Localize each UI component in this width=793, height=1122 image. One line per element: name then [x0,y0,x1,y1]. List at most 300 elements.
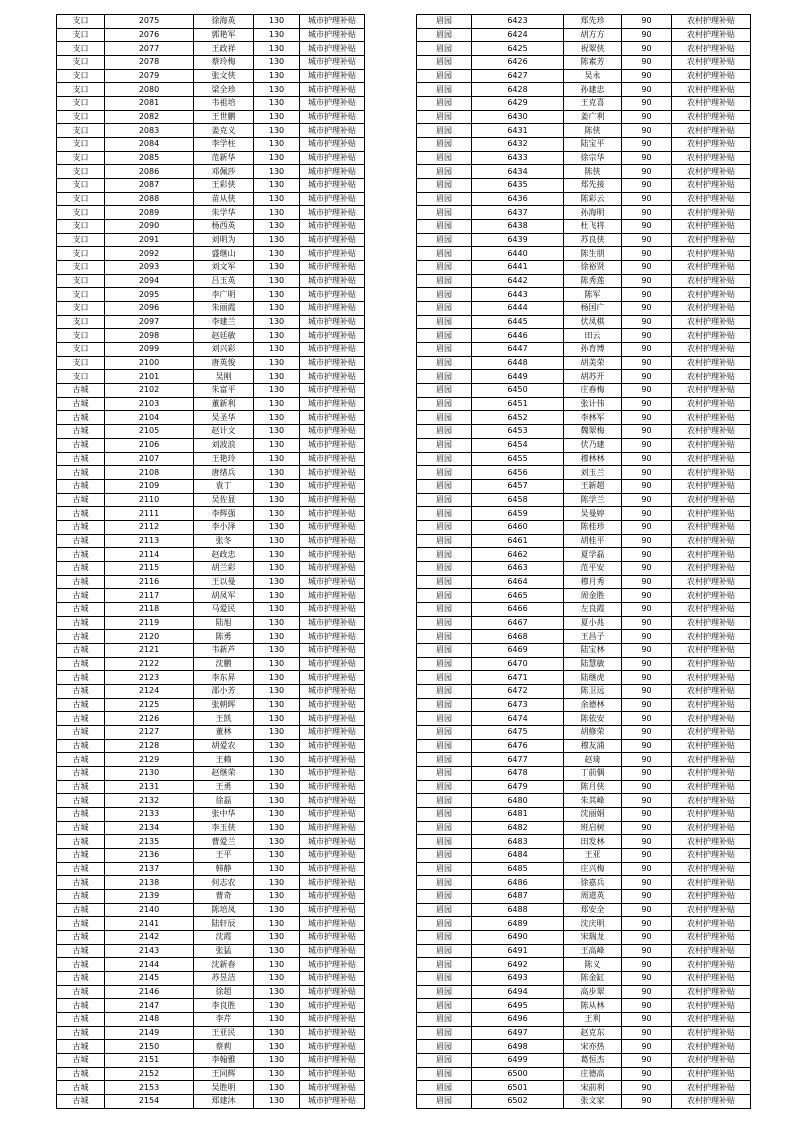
cell-name: 董林 [194,725,254,739]
cell-town: 古城 [57,507,105,521]
cell-amount: 130 [254,903,300,917]
cell-town: 眉园 [417,233,472,247]
cell-town: 支口 [57,274,105,288]
cell-name: 韩静 [194,862,254,876]
cell-name: 陈学兰 [564,493,622,507]
cell-name: 陈义 [564,958,622,972]
cell-subsidy-type: 农村护理补贴 [672,999,751,1013]
table-row [417,890,751,904]
cell-amount: 130 [254,1054,300,1068]
cell-name: 张文家 [564,1095,622,1109]
table-row [417,931,751,945]
cell-amount: 90 [622,192,672,206]
cell-amount: 90 [622,972,672,986]
cell-subsidy-type: 城市护理补贴 [300,384,365,398]
cell-name: 姜克义 [194,124,254,138]
table-row [57,1013,365,1027]
cell-subsidy-type: 农村护理补贴 [672,753,751,767]
cell-amount: 90 [622,944,672,958]
right-subsidy-table [416,14,751,1109]
cell-serial: 2118 [105,602,194,616]
table-row [417,835,751,849]
cell-serial: 2133 [105,807,194,821]
cell-subsidy-type: 城市护理补贴 [300,985,365,999]
cell-subsidy-type: 城市护理补贴 [300,766,365,780]
cell-serial: 6430 [472,110,564,124]
cell-serial: 6463 [472,561,564,575]
cell-town: 支口 [57,56,105,70]
cell-amount: 130 [254,589,300,603]
cell-amount: 130 [254,138,300,152]
table-row [57,425,365,439]
cell-subsidy-type: 城市护理补贴 [300,972,365,986]
cell-amount: 90 [622,780,672,794]
cell-amount: 90 [622,561,672,575]
cell-serial: 2116 [105,575,194,589]
cell-amount: 90 [622,165,672,179]
table-row [57,643,365,657]
cell-name: 刘玉兰 [564,466,622,480]
cell-amount: 130 [254,766,300,780]
cell-subsidy-type: 农村护理补贴 [672,479,751,493]
cell-serial: 2107 [105,452,194,466]
cell-serial: 2148 [105,1013,194,1027]
cell-subsidy-type: 农村护理补贴 [672,575,751,589]
table-row [417,179,751,193]
table-row [57,1081,365,1095]
table-row [57,493,365,507]
cell-subsidy-type: 城市护理补贴 [300,1054,365,1068]
cell-town: 眉园 [417,288,472,302]
cell-subsidy-type: 城市护理补贴 [300,138,365,152]
cell-name: 周道英 [564,890,622,904]
cell-town: 眉园 [417,479,472,493]
cell-serial: 6470 [472,657,564,671]
cell-subsidy-type: 城市护理补贴 [300,520,365,534]
table-row [57,1026,365,1040]
cell-serial: 2111 [105,507,194,521]
cell-town: 眉园 [417,616,472,630]
cell-town: 眉园 [417,56,472,70]
cell-town: 眉园 [417,807,472,821]
table-row [57,69,365,83]
cell-town: 支口 [57,261,105,275]
cell-name: 胡桂平 [564,534,622,548]
cell-name: 庄春梅 [564,384,622,398]
cell-subsidy-type: 农村护理补贴 [672,958,751,972]
cell-town: 古城 [57,753,105,767]
cell-town: 古城 [57,780,105,794]
cell-serial: 2098 [105,329,194,343]
cell-town: 支口 [57,220,105,234]
table-row [57,466,365,480]
cell-subsidy-type: 城市护理补贴 [300,124,365,138]
cell-town: 眉园 [417,1013,472,1027]
cell-amount: 130 [254,1026,300,1040]
table-row [417,138,751,152]
cell-name: 陆轩辰 [194,917,254,931]
table-row [57,739,365,753]
cell-town: 古城 [57,835,105,849]
table-row [417,575,751,589]
cell-town: 眉园 [417,97,472,111]
cell-subsidy-type: 农村护理补贴 [672,1040,751,1054]
cell-serial: 2144 [105,958,194,972]
cell-town: 古城 [57,616,105,630]
cell-town: 支口 [57,165,105,179]
cell-serial: 6485 [472,862,564,876]
cell-serial: 6469 [472,643,564,657]
left-table-body [57,15,365,1109]
cell-amount: 90 [622,1081,672,1095]
cell-amount: 90 [622,848,672,862]
cell-name: 宋亦热 [564,1040,622,1054]
cell-town: 支口 [57,138,105,152]
cell-serial: 6471 [472,671,564,685]
cell-amount: 130 [254,425,300,439]
table-row [417,1054,751,1068]
cell-name: 王政祥 [194,42,254,56]
table-row [57,384,365,398]
cell-amount: 130 [254,233,300,247]
cell-amount: 90 [622,124,672,138]
cell-town: 古城 [57,848,105,862]
cell-name: 沈霞 [194,931,254,945]
cell-subsidy-type: 农村护理补贴 [672,931,751,945]
cell-town: 眉园 [417,944,472,958]
cell-town: 支口 [57,370,105,384]
cell-subsidy-type: 农村护理补贴 [672,466,751,480]
cell-subsidy-type: 农村护理补贴 [672,247,751,261]
cell-town: 古城 [57,479,105,493]
cell-town: 支口 [57,233,105,247]
table-row [57,438,365,452]
cell-amount: 90 [622,466,672,480]
cell-serial: 6432 [472,138,564,152]
cell-serial: 6497 [472,1026,564,1040]
cell-amount: 130 [254,1067,300,1081]
cell-amount: 130 [254,151,300,165]
cell-serial: 2154 [105,1095,194,1109]
table-row [57,206,365,220]
cell-serial: 6467 [472,616,564,630]
cell-amount: 130 [254,302,300,316]
cell-amount: 130 [254,179,300,193]
cell-town: 眉园 [417,452,472,466]
cell-amount: 130 [254,165,300,179]
cell-town: 古城 [57,1026,105,1040]
cell-name: 徐超 [194,985,254,999]
cell-town: 眉园 [417,466,472,480]
cell-amount: 130 [254,520,300,534]
cell-subsidy-type: 城市护理补贴 [300,548,365,562]
cell-name: 郭艳军 [194,28,254,42]
cell-town: 古城 [57,602,105,616]
cell-amount: 90 [622,807,672,821]
table-row [417,643,751,657]
table-row [57,753,365,767]
cell-serial: 6459 [472,507,564,521]
cell-name: 王昌子 [564,630,622,644]
cell-amount: 130 [254,848,300,862]
cell-amount: 130 [254,944,300,958]
cell-amount: 90 [622,220,672,234]
cell-amount: 130 [254,192,300,206]
table-row [57,766,365,780]
cell-serial: 6437 [472,206,564,220]
cell-subsidy-type: 城市护理补贴 [300,302,365,316]
cell-serial: 2096 [105,302,194,316]
cell-amount: 90 [622,630,672,644]
cell-subsidy-type: 城市护理补贴 [300,83,365,97]
cell-serial: 2127 [105,725,194,739]
cell-serial: 2083 [105,124,194,138]
cell-serial: 2149 [105,1026,194,1040]
table-row [417,124,751,138]
cell-subsidy-type: 农村护理补贴 [672,1013,751,1027]
cell-town: 眉园 [417,794,472,808]
cell-name: 孙育博 [564,343,622,357]
cell-serial: 2087 [105,179,194,193]
cell-name: 赵廷敏 [194,329,254,343]
table-row [417,384,751,398]
cell-name: 张文侠 [194,69,254,83]
cell-serial: 6462 [472,548,564,562]
cell-serial: 6446 [472,329,564,343]
cell-town: 眉园 [417,643,472,657]
cell-serial: 6426 [472,56,564,70]
cell-subsidy-type: 城市护理补贴 [300,848,365,862]
table-row [417,370,751,384]
table-row [417,917,751,931]
cell-town: 古城 [57,1081,105,1095]
cell-serial: 2115 [105,561,194,575]
cell-subsidy-type: 城市护理补贴 [300,862,365,876]
cell-name: 唐英俊 [194,356,254,370]
cell-town: 眉园 [417,890,472,904]
cell-name: 陆宝林 [564,643,622,657]
cell-town: 眉园 [417,698,472,712]
cell-serial: 6499 [472,1054,564,1068]
cell-subsidy-type: 城市护理补贴 [300,69,365,83]
cell-amount: 130 [254,397,300,411]
cell-name: 丁前偶 [564,766,622,780]
cell-serial: 6481 [472,807,564,821]
cell-serial: 6466 [472,602,564,616]
right-table-body [417,15,751,1109]
cell-amount: 90 [622,28,672,42]
cell-amount: 90 [622,302,672,316]
cell-subsidy-type: 农村护理补贴 [672,985,751,999]
table-row [417,944,751,958]
table-row [57,602,365,616]
cell-subsidy-type: 城市护理补贴 [300,835,365,849]
cell-name: 胡修荣 [564,725,622,739]
cell-name: 徐海英 [194,15,254,29]
cell-subsidy-type: 农村护理补贴 [672,602,751,616]
cell-amount: 90 [622,575,672,589]
cell-name: 王世鹏 [194,110,254,124]
cell-subsidy-type: 城市护理补贴 [300,151,365,165]
cell-name: 徐宗华 [564,151,622,165]
cell-subsidy-type: 农村护理补贴 [672,835,751,849]
cell-name: 李翰雅 [194,1054,254,1068]
table-row [57,179,365,193]
cell-name: 曹爱兰 [194,835,254,849]
cell-serial: 2150 [105,1040,194,1054]
cell-subsidy-type: 农村护理补贴 [672,302,751,316]
cell-name: 王亚民 [194,1026,254,1040]
cell-name: 陆慧敏 [564,657,622,671]
cell-name: 苏昱洁 [194,972,254,986]
cell-subsidy-type: 农村护理补贴 [672,192,751,206]
table-row [57,124,365,138]
cell-serial: 2125 [105,698,194,712]
cell-subsidy-type: 城市护理补贴 [300,233,365,247]
cell-subsidy-type: 城市护理补贴 [300,903,365,917]
cell-serial: 6433 [472,151,564,165]
table-row [417,616,751,630]
table-row [57,411,365,425]
cell-town: 眉园 [417,671,472,685]
cell-town: 古城 [57,411,105,425]
cell-serial: 6425 [472,42,564,56]
table-row [57,192,365,206]
cell-town: 古城 [57,534,105,548]
cell-subsidy-type: 农村护理补贴 [672,534,751,548]
table-row [417,712,751,726]
cell-town: 支口 [57,151,105,165]
cell-serial: 6482 [472,821,564,835]
cell-subsidy-type: 农村护理补贴 [672,657,751,671]
cell-amount: 130 [254,753,300,767]
table-row [57,630,365,644]
table-row [57,261,365,275]
cell-town: 眉园 [417,151,472,165]
table-row [417,261,751,275]
cell-subsidy-type: 农村护理补贴 [672,370,751,384]
table-row [57,329,365,343]
cell-serial: 6435 [472,179,564,193]
cell-subsidy-type: 城市护理补贴 [300,411,365,425]
cell-name: 王平 [194,848,254,862]
cell-serial: 2099 [105,343,194,357]
cell-town: 古城 [57,958,105,972]
cell-amount: 90 [622,794,672,808]
cell-amount: 90 [622,602,672,616]
cell-serial: 2094 [105,274,194,288]
cell-subsidy-type: 农村护理补贴 [672,220,751,234]
cell-amount: 90 [622,903,672,917]
cell-amount: 130 [254,261,300,275]
cell-serial: 6450 [472,384,564,398]
cell-serial: 6491 [472,944,564,958]
cell-name: 胡苏开 [564,370,622,384]
cell-subsidy-type: 农村护理补贴 [672,684,751,698]
cell-serial: 6443 [472,288,564,302]
cell-name: 王新超 [564,479,622,493]
cell-subsidy-type: 城市护理补贴 [300,725,365,739]
table-row [57,876,365,890]
cell-amount: 90 [622,739,672,753]
cell-name: 何志农 [194,876,254,890]
cell-town: 眉园 [417,848,472,862]
cell-town: 眉园 [417,985,472,999]
cell-subsidy-type: 城市护理补贴 [300,630,365,644]
cell-name: 刘兴彩 [194,343,254,357]
cell-town: 支口 [57,302,105,316]
cell-town: 眉园 [417,411,472,425]
cell-name: 刘文军 [194,261,254,275]
table-row [57,15,365,29]
cell-name: 陈彩云 [564,192,622,206]
cell-name: 李林军 [564,411,622,425]
cell-amount: 90 [622,1013,672,1027]
table-row [417,329,751,343]
cell-name: 陈侠 [564,165,622,179]
table-row [417,288,751,302]
cell-subsidy-type: 城市护理补贴 [300,179,365,193]
cell-amount: 90 [622,247,672,261]
cell-amount: 130 [254,124,300,138]
cell-amount: 130 [254,712,300,726]
cell-town: 眉园 [417,247,472,261]
cell-name: 赵政忠 [194,548,254,562]
table-row [57,807,365,821]
table-row [417,452,751,466]
cell-subsidy-type: 城市护理补贴 [300,97,365,111]
cell-amount: 130 [254,97,300,111]
cell-town: 眉园 [417,917,472,931]
cell-name: 沈丽娟 [564,807,622,821]
cell-amount: 130 [254,452,300,466]
cell-town: 眉园 [417,397,472,411]
cell-serial: 6498 [472,1040,564,1054]
cell-serial: 2128 [105,739,194,753]
cell-serial: 6475 [472,725,564,739]
cell-amount: 130 [254,958,300,972]
cell-amount: 90 [622,397,672,411]
cell-town: 古城 [57,794,105,808]
cell-town: 眉园 [417,739,472,753]
cell-serial: 6487 [472,890,564,904]
cell-amount: 90 [622,657,672,671]
cell-subsidy-type: 城市护理补贴 [300,315,365,329]
cell-subsidy-type: 城市护理补贴 [300,466,365,480]
cell-subsidy-type: 农村护理补贴 [672,630,751,644]
cell-subsidy-type: 城市护理补贴 [300,1040,365,1054]
cell-subsidy-type: 农村护理补贴 [672,807,751,821]
cell-town: 支口 [57,83,105,97]
table-row [417,534,751,548]
cell-serial: 2117 [105,589,194,603]
cell-amount: 130 [254,931,300,945]
table-row [57,110,365,124]
cell-name: 杨国广 [564,302,622,316]
table-row [417,233,751,247]
table-row [417,274,751,288]
cell-subsidy-type: 城市护理补贴 [300,343,365,357]
table-row [417,42,751,56]
cell-town: 眉园 [417,42,472,56]
cell-amount: 90 [622,274,672,288]
table-row [57,274,365,288]
cell-amount: 130 [254,28,300,42]
table-row [57,520,365,534]
cell-amount: 130 [254,698,300,712]
cell-town: 古城 [57,630,105,644]
cell-name: 陈生朋 [564,247,622,261]
